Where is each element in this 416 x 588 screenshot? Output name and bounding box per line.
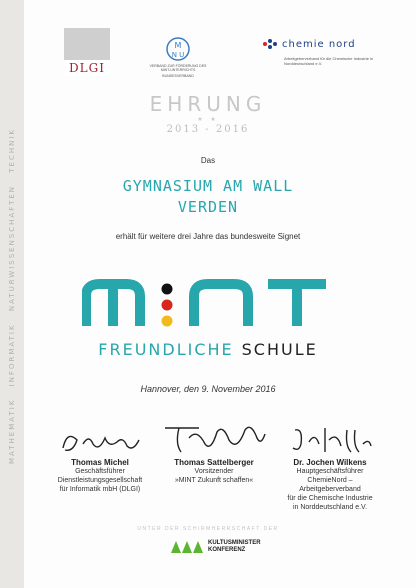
mint-tagline (0, 340, 416, 359)
mnu-subtitle: VERBAND ZUR FÖRDERUNG DES MINT-UNTERRICHTS (149, 64, 207, 72)
certificate-years: 2013 - 2016 (166, 124, 250, 135)
signature-michel-role-1: Geschäftsführer (75, 468, 125, 475)
dlgi-logo (64, 28, 110, 76)
signature-sattelberger-role-2: »MINT Zukunft schaffen« (174, 477, 254, 484)
signature-block-sattelberger (150, 418, 278, 485)
mnu-emblem-icon (163, 36, 193, 62)
signature-wilkens-image (266, 418, 394, 458)
signature-wilkens-role-2: ChemieNord – (307, 477, 353, 484)
title-stars-icon: ★ ★ (197, 117, 219, 123)
signature-wilkens-role-5: in Norddeutschland e.V. (292, 504, 368, 511)
mint-tagline-freundliche: FREUNDLICHE (98, 340, 234, 359)
patronage-label: UNTER DER SCHIRMHERRSCHAFT DER (137, 526, 279, 532)
school-name (0, 176, 416, 218)
article-das: Das (200, 156, 216, 165)
chemie-dots-icon (262, 38, 278, 50)
kmk-word-2: KONFERENZ (208, 547, 246, 553)
strip-word-technik: TECHNIK (8, 127, 16, 173)
strip-word-mathematik: MATHEMATIK (8, 398, 16, 465)
kmk-arrows-icon (170, 540, 204, 554)
mint-logo (82, 278, 334, 330)
mnu-subtitle-2: BUNDESVERBAND (162, 74, 194, 78)
left-strip (0, 0, 24, 588)
mnu-logo (148, 36, 208, 78)
school-name-line-2: VERDEN (177, 198, 239, 216)
kmk-logo (170, 540, 261, 554)
svg-text:M: M (174, 41, 182, 50)
mint-tagline-schule: SCHULE (241, 340, 318, 359)
svg-text:N U: N U (171, 51, 185, 59)
signature-block-michel (36, 418, 164, 494)
certificate-title: EHRUNG (149, 92, 267, 116)
intro-text: erhält für weitere drei Jahre das bundesweite Signet (115, 232, 301, 241)
issue-date: Hannover, den 9. November 2016 (140, 384, 276, 394)
signature-sattelberger-image (150, 418, 278, 458)
signature-wilkens-role-3: Arbeitgeberverband (299, 486, 361, 493)
strip-word-naturwissenschaften: NATURWISSENSCHAFTEN (8, 184, 16, 312)
chemie-nord-subtitle: Arbeitgeberverband für die Chemische Industrie in Norddeutschland e.V. (284, 56, 374, 66)
school-name-line-1: GYMNASIUM AM WALL (122, 177, 294, 195)
signature-wilkens-name: Dr. Jochen Wilkens (293, 458, 367, 467)
signature-michel-role-2: Dienstleistungsgesellschaft (57, 477, 143, 484)
signature-wilkens-role-4: für die Chemische Industrie (287, 495, 373, 502)
strip-word-informatik: INFORMATIK (8, 323, 16, 387)
chemie-nord-logo (262, 38, 382, 66)
kmk-word-1: KULTUSMINISTER (208, 540, 261, 546)
chemie-nord-name: chemie nord (282, 38, 356, 50)
signature-michel-name: Thomas Michel (71, 458, 129, 467)
signature-sattelberger-name: Thomas Sattelberger (174, 458, 254, 467)
signature-block-wilkens (266, 418, 394, 512)
kmk-words (208, 540, 261, 554)
signature-sattelberger-role-1: Vorsitzender (194, 468, 234, 475)
signature-wilkens-role-1: Hauptgeschäftsführer (296, 468, 364, 475)
dlgi-logo-text: DLGI (64, 60, 110, 76)
signature-michel-image (36, 418, 164, 458)
signature-michel-role-3: für Informatik mbH (DLGI) (59, 486, 141, 493)
